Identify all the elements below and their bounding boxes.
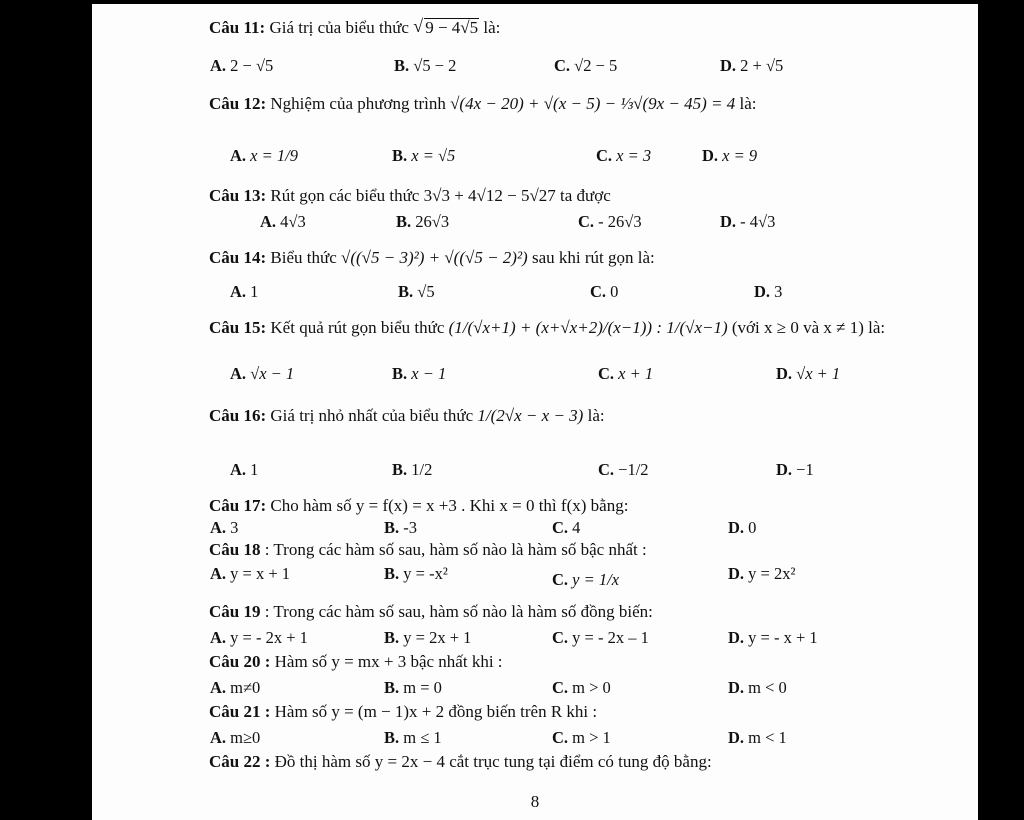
question-tail: là: <box>483 18 501 37</box>
question-18 <box>209 540 647 560</box>
question-expression: (1/(√x+1) + (x+√x+2)/(x−1)) : 1/(√x−1) <box>448 318 728 337</box>
options-19: A. y = - 2x + 1 B. y = 2x + 1 C. y = - 2x – 1 D. y = - x + 1 <box>210 628 818 647</box>
question-tail: là: <box>587 406 605 425</box>
question-text: : Trong các hàm số sau, hàm số nào là hàm số đồng biến: <box>264 602 653 621</box>
question-tail: ta được <box>560 186 611 205</box>
question-17 <box>209 496 628 516</box>
options-11: A. 2 − √5 B. √5 − 2 C. √2 − 5 D. 2 + √5 <box>210 56 784 75</box>
option-c: 0 <box>610 282 619 301</box>
question-14 <box>209 248 655 268</box>
option-c: x + 1 <box>618 364 654 383</box>
question-label: Câu 21 : <box>209 702 271 721</box>
option-d: y = - x + 1 <box>748 628 818 647</box>
question-expression: 9 − 4√5 <box>425 18 479 37</box>
question-text: Kết quả rút gọn biểu thức <box>270 318 445 337</box>
option-d: 3 <box>774 282 783 301</box>
option-b: x − 1 <box>411 364 447 383</box>
option-d: −1 <box>796 460 814 479</box>
option-a: 4√3 <box>280 212 306 231</box>
option-b: 26√3 <box>415 212 450 231</box>
question-21 <box>209 702 597 722</box>
question-15 <box>209 318 885 338</box>
option-a: x = 1/9 <box>250 146 298 165</box>
option-d: m < 0 <box>748 678 787 697</box>
question-expression: 3√3 + 4√12 − 5√27 <box>423 186 556 205</box>
question-text: Hàm số y = mx + 3 bậc nhất khi : <box>274 652 503 671</box>
options-15: A. √x − 1 B. x − 1 C. x + 1 D. √x + 1 <box>230 364 841 383</box>
option-c: 4 <box>572 518 581 537</box>
option-b: x = √5 <box>411 146 456 165</box>
options-17: A. 3 B. -3 C. 4 D. 0 <box>210 518 757 537</box>
option-c: x = 3 <box>616 146 652 165</box>
option-a: 3 <box>230 518 239 537</box>
question-expression: 1/(2√x − x − 3) <box>477 406 584 425</box>
page-number: 8 <box>530 792 540 811</box>
option-c: √2 − 5 <box>574 56 618 75</box>
question-label: Câu 12: <box>209 94 267 113</box>
option-d: y = 2x² <box>748 564 796 583</box>
question-label: Câu 19 <box>209 602 261 621</box>
question-13 <box>209 186 611 206</box>
option-b: √5 <box>417 282 435 301</box>
options-13: A. 4√3 B. 26√3 C. - 26√3 D. - 4√3 <box>260 212 776 231</box>
option-d: √x + 1 <box>796 364 841 383</box>
option-c: y = - 2x – 1 <box>572 628 649 647</box>
question-label: Câu 20 : <box>209 652 271 671</box>
options-12: A. x = 1/9 B. x = √5 C. x = 3 D. x = 9 <box>230 146 758 165</box>
question-label: Câu 11: <box>209 18 266 37</box>
question-expression: √(4x − 20) + √(x − 5) − ⅓√(9x − 45) = 4 <box>450 94 736 113</box>
option-a: 2 − √5 <box>230 56 274 75</box>
question-tail: là: <box>739 94 757 113</box>
options-14: A. 1 B. √5 C. 0 D. 3 <box>230 282 783 301</box>
question-tail: sau khi rút gọn là: <box>531 248 655 267</box>
question-label: Câu 22 : <box>209 752 271 771</box>
document-page <box>92 4 978 820</box>
question-20 <box>209 652 503 672</box>
question-text: Hàm số y = (m − 1)x + 2 đồng biến trên R khi : <box>274 702 598 721</box>
option-c: −1/2 <box>618 460 649 479</box>
question-label: Câu 15: <box>209 318 267 337</box>
option-d: 2 + √5 <box>740 56 784 75</box>
option-c: m > 1 <box>572 728 611 747</box>
option-b: √5 − 2 <box>413 56 457 75</box>
question-label: Câu 16: <box>209 406 267 425</box>
question-label: Câu 18 <box>209 540 261 559</box>
option-d: - 4√3 <box>740 212 776 231</box>
option-a: y = - 2x + 1 <box>230 628 308 647</box>
question-12 <box>209 94 757 114</box>
option-b: y = 2x + 1 <box>403 628 472 647</box>
options-20: A. m≠0 B. m = 0 C. m > 0 D. m < 0 <box>210 678 787 697</box>
option-a: √x − 1 <box>250 364 295 383</box>
question-text: Đồ thị hàm số y = 2x − 4 cắt trục tung tại điểm có tung độ bằng: <box>274 752 712 771</box>
option-b: -3 <box>403 518 418 537</box>
question-text: Biểu thức <box>270 248 337 267</box>
question-label: Câu 13: <box>209 186 267 205</box>
question-16 <box>209 406 605 426</box>
options-18: A. y = x + 1 B. y = -x² C. y = 1/x D. y = 2x² <box>210 564 796 589</box>
question-text: : Trong các hàm số sau, hàm số nào là hàm số bậc nhất : <box>264 540 647 559</box>
option-b: y = -x² <box>403 564 448 583</box>
question-22 <box>209 752 712 772</box>
option-d: m < 1 <box>748 728 787 747</box>
option-a: 1 <box>250 282 259 301</box>
options-16: A. 1 B. 1/2 C. −1/2 D. −1 <box>230 460 814 479</box>
question-expression: √((√5 − 3)²) + √((√5 − 2)²) <box>341 248 528 267</box>
option-c: y = 1/x <box>572 570 620 589</box>
question-19 <box>209 602 653 622</box>
question-text: Cho hàm số y = f(x) = x +3 . Khi x = 0 thì f(x) bằng: <box>270 496 629 515</box>
option-a: m≠0 <box>230 678 261 697</box>
question-text: Giá trị của biểu thức <box>269 18 409 37</box>
question-label: Câu 17: <box>209 496 267 515</box>
question-label: Câu 14: <box>209 248 267 267</box>
question-text: Rút gọn các biểu thức <box>270 186 420 205</box>
question-tail: (với x ≥ 0 và x ≠ 1) là: <box>731 318 886 337</box>
option-a: 1 <box>250 460 259 479</box>
option-c: m > 0 <box>572 678 611 697</box>
option-b: m ≤ 1 <box>403 728 442 747</box>
question-11 <box>209 18 500 38</box>
question-text: Nghiệm của phương trình <box>270 94 446 113</box>
option-b: 1/2 <box>411 460 433 479</box>
option-a: m≥0 <box>230 728 261 747</box>
option-c: - 26√3 <box>598 212 642 231</box>
options-21: A. m≥0 B. m ≤ 1 C. m > 1 D. m < 1 <box>210 728 787 747</box>
option-d: 0 <box>748 518 757 537</box>
option-a: y = x + 1 <box>230 564 291 583</box>
option-b: m = 0 <box>403 678 442 697</box>
option-d: x = 9 <box>722 146 758 165</box>
question-text: Giá trị nhỏ nhất của biểu thức <box>270 406 474 425</box>
